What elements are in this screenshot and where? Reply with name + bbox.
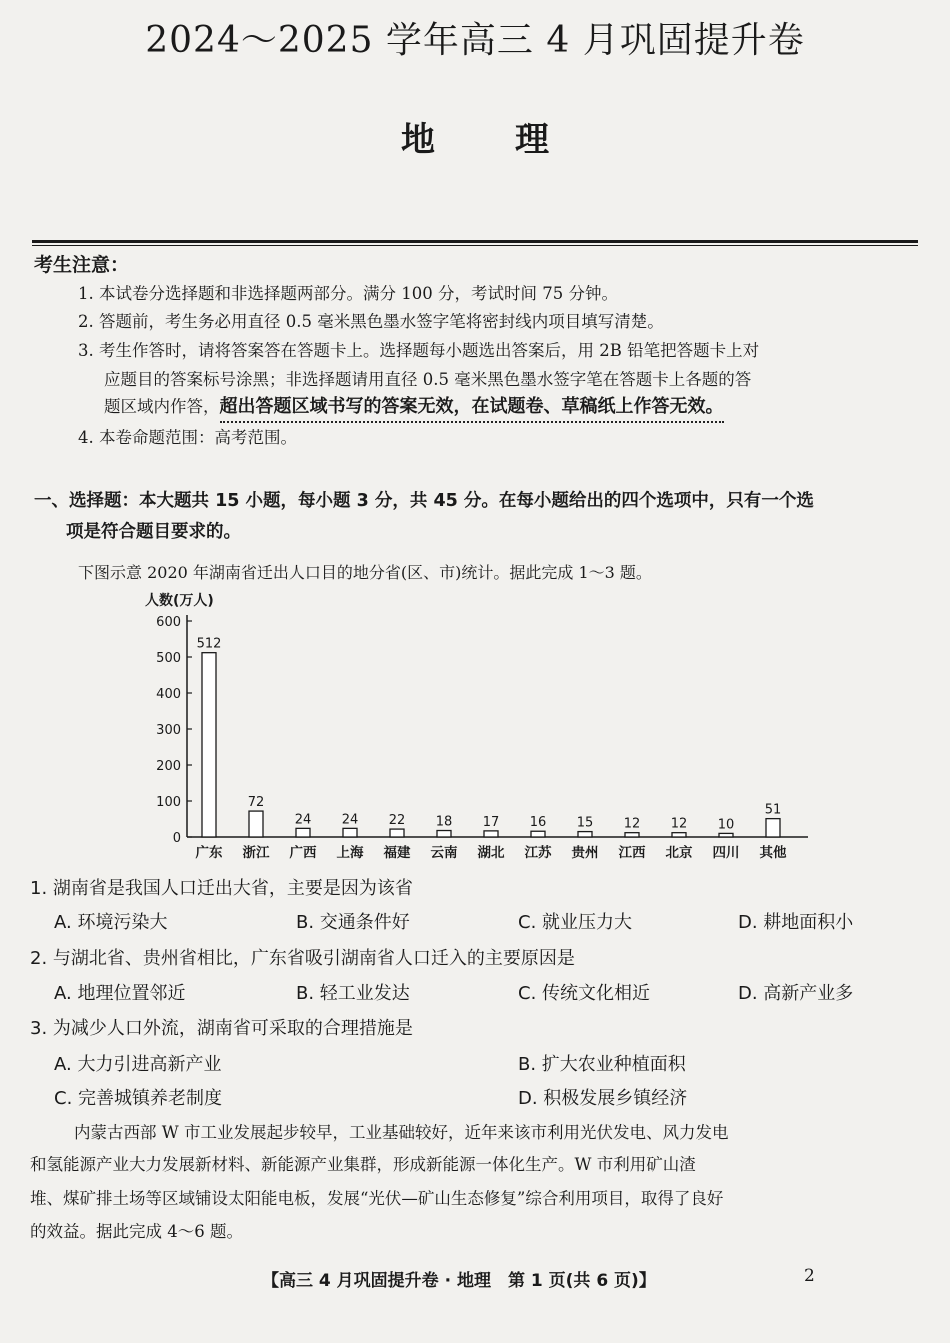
question-1-option-d: D. 耕地面积小 [738, 912, 854, 933]
section-1-line-2: 项是符合题目要求的。 [66, 522, 241, 542]
bar-value-label: 15 [576, 815, 594, 831]
x-tick-label: 上海 [336, 845, 364, 861]
question-3-stem: 3. 为减少人口外流，湖南省可采取的合理措施是 [30, 1018, 413, 1039]
bar [437, 831, 451, 837]
notice-heading: 考生注意： [34, 254, 130, 276]
question-2-option-a: A. 地理位置邻近 [54, 983, 186, 1004]
bar-value-label: 17 [482, 814, 500, 830]
bar-value-label: 24 [341, 812, 359, 828]
y-tick-label: 100 [156, 795, 181, 810]
question-1-stem: 1. 湖南省是我国人口迁出大省，主要是因为该省 [30, 878, 413, 899]
x-tick-label: 湖北 [477, 845, 505, 861]
section-1-line-1: 一、选择题：本大题共 15 小题，每小题 3 分，共 45 分。在每小题给出的四个选项中，只有一个选 [34, 491, 814, 511]
intro-questions-1-3: 下图示意 2020 年湖南省迁出人口目的地分省(区、市)统计。据此完成 1～3 题。 [78, 563, 652, 582]
bar [625, 833, 639, 837]
notice-item-4: 4. 本卷命题范围：高考范围。 [78, 428, 297, 447]
subject-title: 地理 [401, 120, 629, 160]
bar-value-label: 18 [435, 814, 453, 830]
x-tick-label: 广东 [195, 845, 223, 861]
bar [766, 819, 780, 837]
x-tick-label: 云南 [430, 845, 458, 861]
bar [672, 833, 686, 837]
bar-value-label: 72 [247, 795, 265, 811]
x-tick-label: 江西 [618, 845, 646, 861]
bar [249, 811, 263, 837]
question-1-option-b: B. 交通条件好 [296, 912, 410, 933]
question-1-option-c: C. 就业压力大 [518, 912, 633, 933]
y-tick-label: 500 [156, 651, 181, 666]
x-tick-label: 广西 [289, 845, 317, 861]
y-axis-label: 人数(万人) [145, 593, 214, 609]
bar-value-label: 51 [764, 802, 782, 818]
question-3-option-c: C. 完善城镇养老制度 [54, 1088, 223, 1109]
header-rule-thick [32, 240, 918, 243]
y-tick-label: 400 [156, 687, 181, 702]
notice-item-3: 3. 考生作答时，请将答案答在答题卡上。选择题每小题选出答案后，用 2B 铅笔把答题卡上对 [78, 341, 760, 360]
bar-value-label: 16 [529, 815, 547, 831]
x-tick-label: 福建 [383, 845, 411, 861]
header-rule-thin [32, 245, 918, 246]
bar-value-label: 22 [388, 813, 406, 829]
x-tick-label: 北京 [665, 845, 693, 861]
question-2-stem: 2. 与湖北省、贵州省相比，广东省吸引湖南省人口迁入的主要原因是 [30, 948, 575, 969]
exam-title: 2024～2025 学年高三 4 月巩固提升卷 [145, 20, 805, 61]
passage-4-6-line-4: 的效益。据此完成 4～6 题。 [30, 1222, 243, 1241]
y-tick-label: 600 [156, 615, 181, 630]
bar [531, 831, 545, 837]
passage-4-6-line-2: 和氢能源产业大力发展新材料、新能源产业集群，形成新能源一体化生产。W 市利用矿山渣 [30, 1155, 696, 1174]
bar-value-label: 12 [623, 816, 641, 832]
y-tick-label: 300 [156, 723, 181, 738]
x-tick-label: 四川 [712, 845, 740, 861]
bar-value-label: 10 [717, 817, 735, 833]
bar [578, 832, 592, 837]
question-3-option-d: D. 积极发展乡镇经济 [518, 1088, 688, 1109]
bar [390, 829, 404, 837]
x-tick-label: 江苏 [524, 845, 552, 861]
bar-value-label: 24 [294, 812, 312, 828]
x-tick-label: 其他 [759, 845, 787, 861]
bar [343, 828, 357, 837]
bar [719, 833, 733, 837]
x-tick-label: 浙江 [242, 845, 270, 861]
notice-item-3-line2: 应题目的答案标号涂黑；非选择题请用直径 0.5 毫米黑色墨水签字笔在答题卡上各题的答 [104, 370, 752, 389]
question-2-option-c: C. 传统文化相近 [518, 983, 651, 1004]
section-1-heading [34, 486, 929, 548]
page-footer: 【高三 4 月巩固提升卷 · 地理 第 1 页(共 6 页)】 [262, 1271, 656, 1291]
question-3-option-b: B. 扩大农业种植面积 [518, 1054, 686, 1075]
question-3-option-a: A. 大力引进高新产业 [54, 1054, 222, 1075]
notice-emphasis: 超出答题区域书写的答案无效，在试题卷、草稿纸上作答无效。 [220, 396, 724, 423]
notice-item-2: 2. 答题前，考生务必用直径 0.5 毫米黑色墨水签字笔将密封线内项目填写清楚。 [78, 312, 664, 331]
y-tick-label: 200 [156, 759, 181, 774]
question-2-option-d: D. 高新产业多 [738, 983, 854, 1004]
passage-4-6-line-3: 堆、煤矿排土场等区域铺设太阳能电板，发展“光伏—矿山生态修复”综合利用项目，取得了良好 [30, 1189, 724, 1208]
migration-bar-chart [140, 585, 820, 870]
y-tick-label: 0 [172, 831, 181, 846]
bar-value-label: 512 [196, 636, 222, 652]
question-1-option-a: A. 环境污染大 [54, 912, 168, 933]
bar [296, 828, 310, 837]
bar-value-label: 12 [670, 816, 688, 832]
bar [202, 653, 216, 837]
page-number: 2 [804, 1266, 815, 1286]
passage-4-6-line-1: 内蒙古西部 W 市工业发展起步较早，工业基础较好，近年来该市利用光伏发电、风力发电 [74, 1123, 729, 1142]
notice-item-3-prefix: 题区域内作答， [104, 397, 220, 416]
question-2-option-b: B. 轻工业发达 [296, 983, 410, 1004]
x-tick-label: 贵州 [571, 845, 599, 861]
bar [484, 831, 498, 837]
notice-item-1: 1. 本试卷分选择题和非选择题两部分。满分 100 分，考试时间 75 分钟。 [78, 284, 618, 303]
notice-item-3-line3 [104, 392, 724, 418]
